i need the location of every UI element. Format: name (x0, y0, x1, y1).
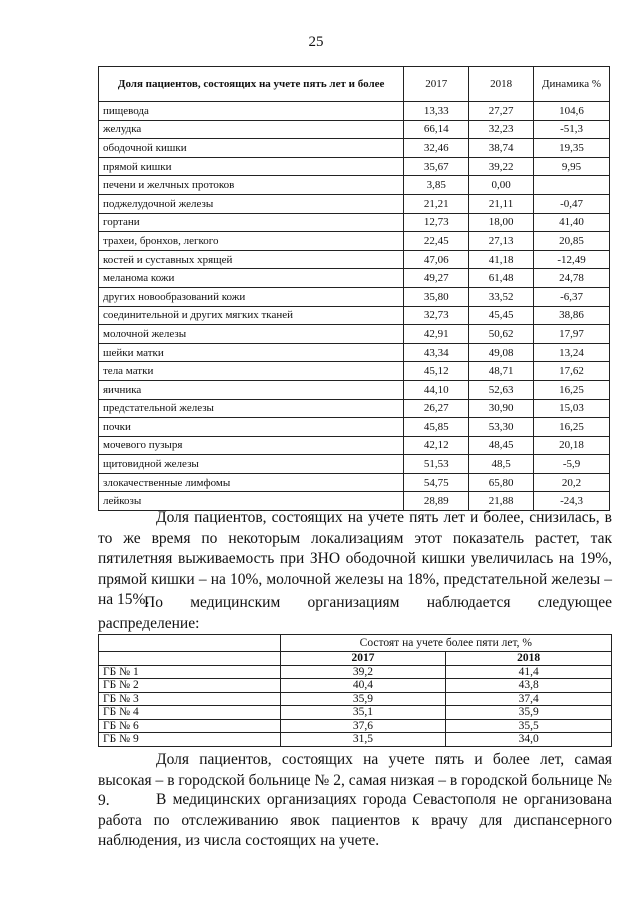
localization-cell: ободочной кишки (99, 139, 404, 158)
paragraph-hospitals: Доля пациентов, состоящих на учете пять и более лет, самая высокая – в городской больнице № 2, самая низкая – в городской больнице № 9. (98, 751, 612, 809)
header-dynamics: Динамика % (534, 67, 610, 102)
dynamics-cell: 13,24 (534, 343, 610, 362)
localization-cell: поджелудочной железы (99, 194, 404, 213)
value-2018-cell: 32,23 (469, 120, 534, 139)
table-caption-row (99, 635, 612, 652)
dynamics-cell: -6,37 (534, 287, 610, 306)
dynamics-cell: 20,2 (534, 473, 610, 492)
dynamics-cell: 15,03 (534, 399, 610, 418)
value-2018-cell: 27,27 (469, 102, 534, 121)
table-year-row (99, 652, 612, 666)
value-2017-cell: 12,73 (404, 213, 469, 232)
value-2018-cell: 41,4 (446, 665, 612, 679)
table-row (99, 325, 610, 344)
value-2017-cell: 45,85 (404, 418, 469, 437)
table-row (99, 120, 610, 139)
hospital-table (98, 634, 612, 747)
hospital-cell: ГБ № 2 (99, 679, 281, 693)
value-2018-cell: 34,0 (446, 733, 612, 747)
dynamics-cell: 41,40 (534, 213, 610, 232)
value-2017-cell: 35,9 (280, 692, 446, 706)
dynamics-cell: 38,86 (534, 306, 610, 325)
value-2017-cell: 26,27 (404, 399, 469, 418)
value-2017-cell: 49,27 (404, 269, 469, 288)
localization-cell: трахеи, бронхов, легкого (99, 232, 404, 251)
value-2017-cell: 32,46 (404, 139, 469, 158)
table-row (99, 380, 610, 399)
value-2018-cell: 41,18 (469, 250, 534, 269)
value-2018-cell: 37,4 (446, 692, 612, 706)
value-2018-cell: 48,71 (469, 362, 534, 381)
dynamics-cell: 19,35 (534, 139, 610, 158)
table-row (99, 306, 610, 325)
value-2017-cell: 66,14 (404, 120, 469, 139)
table-row (99, 269, 610, 288)
table-row (99, 139, 610, 158)
value-2017-cell: 54,75 (404, 473, 469, 492)
localization-cell: злокачественные лимфомы (99, 473, 404, 492)
value-2017-cell: 45,12 (404, 362, 469, 381)
table-row (99, 665, 612, 679)
value-2018-cell: 35,5 (446, 719, 612, 733)
localization-cell: яичника (99, 380, 404, 399)
value-2018-cell: 0,00 (469, 176, 534, 195)
localization-cell: соединительной и других мягких тканей (99, 306, 404, 325)
value-2018-cell: 18,00 (469, 213, 534, 232)
table-row (99, 719, 612, 733)
dynamics-cell: -0,47 (534, 194, 610, 213)
header-2018: 2018 (446, 652, 612, 666)
value-2017-cell: 31,5 (280, 733, 446, 747)
table-row (99, 102, 610, 121)
value-2018-cell: 53,30 (469, 418, 534, 437)
localization-cell: молочной железы (99, 325, 404, 344)
table-row (99, 399, 610, 418)
dynamics-cell: 20,85 (534, 232, 610, 251)
table-row (99, 232, 610, 251)
localization-cell: почки (99, 418, 404, 437)
value-2017-cell: 13,33 (404, 102, 469, 121)
value-2018-cell: 21,88 (469, 492, 534, 511)
value-2017-cell: 51,53 (404, 455, 469, 474)
value-2018-cell: 45,45 (469, 306, 534, 325)
localization-cell: шейки матки (99, 343, 404, 362)
paragraph-distribution: По медицинским организациям наблюдается следующее распределение: (98, 594, 612, 632)
dynamics-cell: 24,78 (534, 269, 610, 288)
table-row (99, 692, 612, 706)
header-share: Доля пациентов, состоящих на учете пять лет и более (99, 67, 404, 102)
table-row (99, 176, 610, 195)
value-2017-cell: 39,2 (280, 665, 446, 679)
table-header-row (99, 67, 610, 102)
hospital-cell: ГБ № 1 (99, 665, 281, 679)
localization-cell: лейкозы (99, 492, 404, 511)
value-2017-cell: 28,89 (404, 492, 469, 511)
value-2018-cell: 27,13 (469, 232, 534, 251)
localization-cell: пищевода (99, 102, 404, 121)
value-2018-cell: 65,80 (469, 473, 534, 492)
table-row (99, 362, 610, 381)
value-2017-cell: 42,12 (404, 436, 469, 455)
table-row (99, 473, 610, 492)
localization-cell: гортани (99, 213, 404, 232)
value-2018-cell: 52,63 (469, 380, 534, 399)
value-2017-cell: 32,73 (404, 306, 469, 325)
value-2018-cell: 30,90 (469, 399, 534, 418)
header-2017: 2017 (280, 652, 446, 666)
page-number: 25 (308, 34, 324, 50)
table-row (99, 343, 610, 362)
localization-cell: желудка (99, 120, 404, 139)
localization-cell: щитовидной железы (99, 455, 404, 474)
dynamics-cell: 17,97 (534, 325, 610, 344)
header-2018: 2018 (469, 67, 534, 102)
table-row (99, 679, 612, 693)
value-2017-cell: 47,06 (404, 250, 469, 269)
value-2018-cell: 48,45 (469, 436, 534, 455)
value-2018-cell: 39,22 (469, 157, 534, 176)
localization-cell: печени и желчных протоков (99, 176, 404, 195)
value-2017-cell: 42,91 (404, 325, 469, 344)
value-2018-cell: 38,74 (469, 139, 534, 158)
value-2017-cell: 40,4 (280, 679, 446, 693)
table-row (99, 706, 612, 720)
localization-cell: других новообразований кожи (99, 287, 404, 306)
table-row (99, 157, 610, 176)
hospital-cell: ГБ № 9 (99, 733, 281, 747)
localization-table (98, 66, 610, 511)
dynamics-cell: 16,25 (534, 418, 610, 437)
value-2017-cell: 3,85 (404, 176, 469, 195)
dynamics-cell: 20,18 (534, 436, 610, 455)
dynamics-cell: -24,3 (534, 492, 610, 511)
hospital-cell: ГБ № 6 (99, 719, 281, 733)
localization-cell: предстательной железы (99, 399, 404, 418)
value-2017-cell: 35,80 (404, 287, 469, 306)
value-2017-cell: 43,34 (404, 343, 469, 362)
value-2017-cell: 35,67 (404, 157, 469, 176)
table-caption: Состоят на учете более пяти лет, % (280, 635, 611, 652)
empty-cell (99, 652, 281, 666)
value-2018-cell: 48,5 (469, 455, 534, 474)
localization-cell: костей и суставных хрящей (99, 250, 404, 269)
paragraph-summary: Доля пациентов, состоящих на учете пять лет и более, снизилась, в то же время по некоторым локализациям этот показатель растет, так пятилетняя выживаемость при ЗНО ободочной кишки увеличилась на 19%, прямой кишки – на 10%, молочной железы на 18%, предстательной железы – на 15%. (98, 509, 612, 608)
table-row (99, 250, 610, 269)
localization-cell: мочевого пузыря (99, 436, 404, 455)
dynamics-cell: -5,9 (534, 455, 610, 474)
paragraph-followup: В медицинских организациях города Севастополя не организована работа по отслеживанию явок пациентов к врачу для диспансерного наблюдения, из числа состоящих на учете. (98, 791, 612, 849)
table-row (99, 194, 610, 213)
dynamics-cell: -12,49 (534, 250, 610, 269)
table-row (99, 287, 610, 306)
value-2018-cell: 49,08 (469, 343, 534, 362)
dynamics-cell: -51,3 (534, 120, 610, 139)
hospital-cell: ГБ № 3 (99, 692, 281, 706)
value-2017-cell: 22,45 (404, 232, 469, 251)
hospital-cell: ГБ № 4 (99, 706, 281, 720)
dynamics-cell: 17,62 (534, 362, 610, 381)
empty-cell (99, 635, 281, 652)
value-2017-cell: 37,6 (280, 719, 446, 733)
value-2018-cell: 61,48 (469, 269, 534, 288)
header-2017: 2017 (404, 67, 469, 102)
value-2018-cell: 21,11 (469, 194, 534, 213)
localization-cell: меланома кожи (99, 269, 404, 288)
localization-cell: тела матки (99, 362, 404, 381)
dynamics-cell: 104,6 (534, 102, 610, 121)
table-row (99, 418, 610, 437)
value-2018-cell: 43,8 (446, 679, 612, 693)
localization-cell: прямой кишки (99, 157, 404, 176)
dynamics-cell: 16,25 (534, 380, 610, 399)
value-2018-cell: 35,9 (446, 706, 612, 720)
table-row (99, 436, 610, 455)
value-2017-cell: 21,21 (404, 194, 469, 213)
value-2017-cell: 35,1 (280, 706, 446, 720)
value-2018-cell: 50,62 (469, 325, 534, 344)
value-2017-cell: 44,10 (404, 380, 469, 399)
dynamics-cell (534, 176, 610, 195)
table-row (99, 213, 610, 232)
dynamics-cell: 9,95 (534, 157, 610, 176)
table-row (99, 733, 612, 747)
value-2018-cell: 33,52 (469, 287, 534, 306)
table-row (99, 455, 610, 474)
